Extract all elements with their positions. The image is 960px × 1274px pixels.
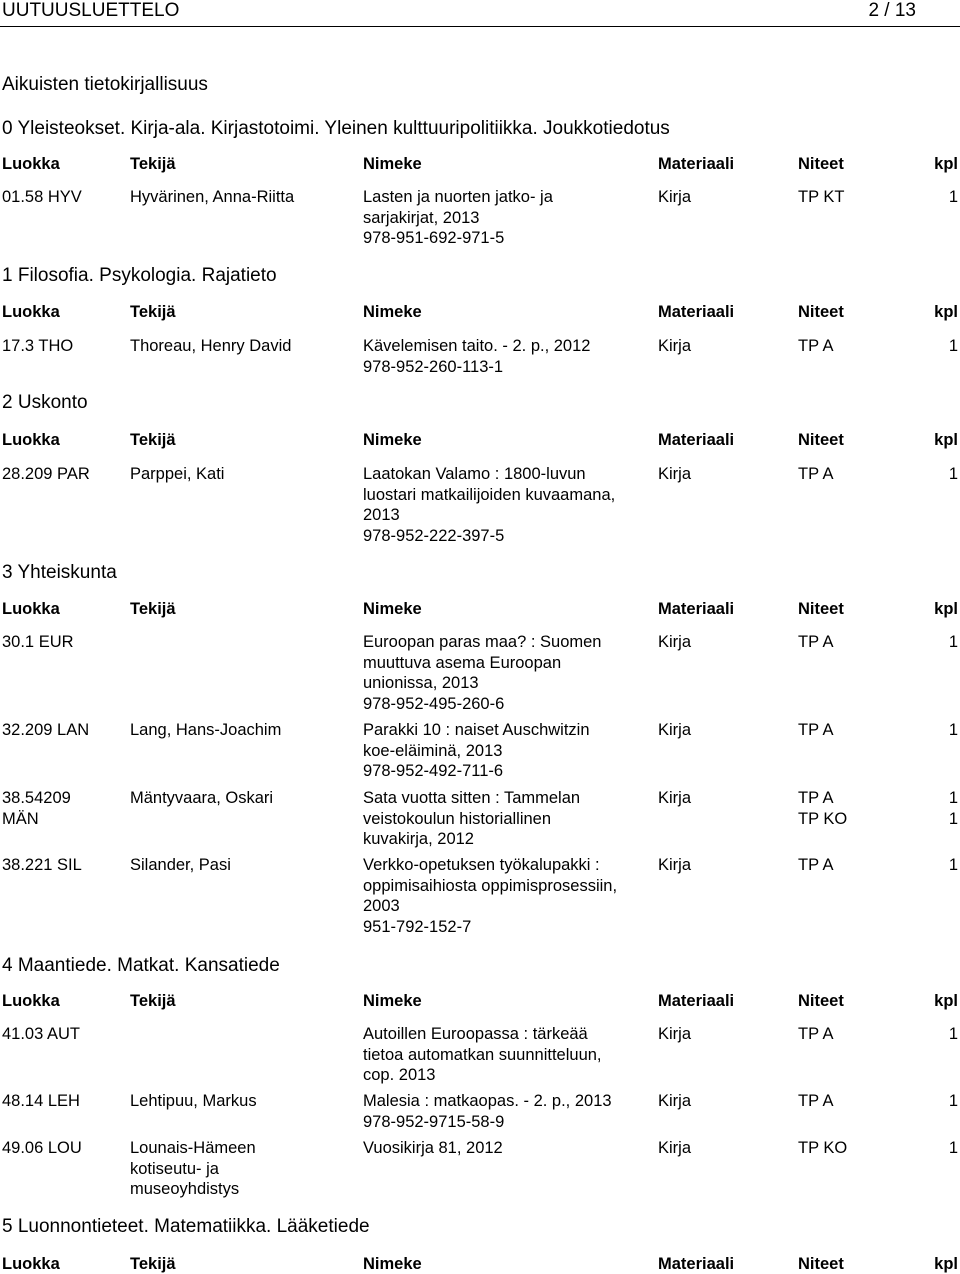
kpl-line: 1 xyxy=(948,721,958,739)
section-heading: 3 Yhteiskunta xyxy=(2,562,117,583)
cell-niteet xyxy=(798,855,918,876)
cell-luokka xyxy=(2,1091,122,1112)
cell-luokka xyxy=(2,788,122,829)
column-header-kpl: kpl xyxy=(934,992,958,1010)
tekija-line: Hyvärinen, Anna-Riitta xyxy=(130,188,295,206)
niteet-line: TP KT xyxy=(798,188,845,206)
cell-niteet xyxy=(798,187,918,208)
cell-tekija xyxy=(130,464,355,485)
tekija-line: kotiseutu- ja xyxy=(130,1159,219,1178)
kpl-line: 1 xyxy=(948,1025,958,1043)
nimeke-line: Autoillen Euroopassa : tärkeää xyxy=(363,1025,588,1043)
kpl-line: 1 xyxy=(948,337,958,355)
column-header-materiaali: Materiaali xyxy=(658,155,735,173)
kpl-line: 1 xyxy=(948,789,958,807)
niteet-line: TP A xyxy=(798,789,834,807)
niteet-line: TP A xyxy=(798,1025,834,1043)
tekija-line: Lehtipuu, Markus xyxy=(130,1092,257,1110)
tekija-line: Lounais-Hämeen xyxy=(130,1139,256,1157)
nimeke-line: oppimisaihiosta oppimisprosessiin, xyxy=(363,876,618,895)
column-header-niteet: Niteet xyxy=(798,431,844,449)
column-header-luokka: Luokka xyxy=(2,303,60,321)
cell-niteet xyxy=(798,788,918,829)
cell-kpl xyxy=(928,1091,958,1112)
column-header-tekija: Tekijä xyxy=(130,303,176,321)
kpl-line: 1 xyxy=(948,809,958,828)
cell-materiaali: Kirja xyxy=(658,1025,692,1043)
column-header-materiaali: Materiaali xyxy=(658,303,735,321)
column-header-luokka: Luokka xyxy=(2,992,60,1010)
catalog-title: Aikuisten tietokirjallisuus xyxy=(2,74,208,95)
cell-kpl xyxy=(928,1138,958,1159)
niteet-line: TP A xyxy=(798,856,834,874)
cell-tekija xyxy=(130,788,355,809)
cell-nimeke xyxy=(363,788,653,850)
nimeke-line: 978-952-9715-58-9 xyxy=(363,1112,505,1131)
section-heading: 1 Filosofia. Psykologia. Rajatieto xyxy=(2,265,277,286)
cell-luokka xyxy=(2,720,122,741)
section-heading: 4 Maantiede. Matkat. Kansatiede xyxy=(2,955,280,976)
nimeke-line: sarjakirjat, 2013 xyxy=(363,208,480,227)
niteet-line: TP A xyxy=(798,337,834,355)
nimeke-line: Verkko-opetuksen työkalupakki : xyxy=(363,856,600,874)
luokka-line: 28.209 PAR xyxy=(2,465,90,483)
nimeke-line: Malesia : matkaopas. - 2. p., 2013 xyxy=(363,1092,612,1110)
niteet-line: TP KO xyxy=(798,809,848,828)
cell-luokka xyxy=(2,187,122,208)
column-header-tekija: Tekijä xyxy=(130,600,176,618)
nimeke-line: Sata vuotta sitten : Tammelan xyxy=(363,789,581,807)
column-header-niteet: Niteet xyxy=(798,600,844,618)
column-header-kpl: kpl xyxy=(934,1255,958,1273)
cell-niteet xyxy=(798,464,918,485)
column-header-luokka: Luokka xyxy=(2,600,60,618)
niteet-line: TP A xyxy=(798,721,834,739)
section-heading: 0 Yleisteokset. Kirja-ala. Kirjastotoimi. Yleinen kulttuuripolitiikka. Joukkotiedotus xyxy=(2,118,670,139)
column-header-nimeke: Nimeke xyxy=(363,155,422,173)
kpl-line: 1 xyxy=(948,1092,958,1110)
luokka-line: MÄN xyxy=(2,809,39,828)
column-header-nimeke: Nimeke xyxy=(363,600,422,618)
cell-nimeke xyxy=(363,336,653,377)
nimeke-line: Parakki 10 : naiset Auschwitzin xyxy=(363,721,590,739)
tekija-line: Lang, Hans-Joachim xyxy=(130,721,282,739)
nimeke-line: 978-951-692-971-5 xyxy=(363,229,505,247)
nimeke-line: Kävelemisen taito. - 2. p., 2012 xyxy=(363,337,591,355)
nimeke-line: 978-952-495-260-6 xyxy=(363,694,505,713)
cell-luokka xyxy=(2,855,122,876)
column-header-luokka: Luokka xyxy=(2,1255,60,1273)
column-header-nimeke: Nimeke xyxy=(363,431,422,449)
cell-luokka xyxy=(2,1138,122,1159)
cell-niteet xyxy=(798,336,918,357)
luokka-line: 49.06 LOU xyxy=(2,1139,82,1157)
luokka-line: 38.221 SIL xyxy=(2,856,82,874)
luokka-line: 30.1 EUR xyxy=(2,633,74,651)
column-header-kpl: kpl xyxy=(934,303,958,321)
niteet-line: TP A xyxy=(798,465,834,483)
cell-kpl xyxy=(928,336,958,357)
column-header-materiaali: Materiaali xyxy=(658,992,735,1010)
kpl-line: 1 xyxy=(948,188,958,206)
section-heading: 2 Uskonto xyxy=(2,392,88,413)
cell-niteet xyxy=(798,1024,918,1045)
nimeke-line: tietoa automatkan suunnitteluun, xyxy=(363,1045,602,1064)
kpl-line: 1 xyxy=(948,465,958,483)
column-header-nimeke: Nimeke xyxy=(363,1255,422,1273)
column-header-niteet: Niteet xyxy=(798,992,844,1010)
column-header-luokka: Luokka xyxy=(2,155,60,173)
nimeke-line: 2013 xyxy=(363,506,400,524)
column-header-nimeke: Nimeke xyxy=(363,303,422,321)
tekija-line: Silander, Pasi xyxy=(130,856,231,874)
cell-materiaali: Kirja xyxy=(658,337,692,355)
cell-nimeke xyxy=(363,1091,653,1132)
cell-niteet xyxy=(798,1138,918,1159)
cell-tekija xyxy=(130,720,355,741)
document-title: UUTUUSLUETTELO xyxy=(2,0,180,21)
nimeke-line: Lasten ja nuorten jatko- ja xyxy=(363,188,553,206)
cell-tekija xyxy=(130,187,355,208)
cell-materiaali: Kirja xyxy=(658,465,692,483)
column-header-kpl: kpl xyxy=(934,431,958,449)
column-header-niteet: Niteet xyxy=(798,303,844,321)
luokka-line: 32.209 LAN xyxy=(2,721,90,739)
cell-nimeke xyxy=(363,1024,653,1086)
column-header-kpl: kpl xyxy=(934,600,958,618)
cell-tekija xyxy=(130,855,355,876)
cell-nimeke xyxy=(363,855,653,937)
nimeke-line: cop. 2013 xyxy=(363,1066,436,1084)
cell-materiaali: Kirja xyxy=(658,856,692,874)
cell-luokka xyxy=(2,336,122,357)
cell-materiaali: Kirja xyxy=(658,1139,692,1157)
cell-nimeke xyxy=(363,1138,653,1159)
nimeke-line: Laatokan Valamo : 1800-luvun xyxy=(363,465,586,483)
cell-kpl xyxy=(928,464,958,485)
cell-tekija xyxy=(130,336,355,357)
cell-materiaali: Kirja xyxy=(658,1092,692,1110)
page-header xyxy=(0,0,960,27)
cell-nimeke xyxy=(363,464,653,546)
page-number: 2 / 13 xyxy=(868,0,916,21)
luokka-line: 48.14 LEH xyxy=(2,1092,80,1110)
cell-niteet xyxy=(798,720,918,741)
kpl-line: 1 xyxy=(948,1139,958,1157)
niteet-line: TP A xyxy=(798,633,834,651)
luokka-line: 17.3 THO xyxy=(2,337,74,355)
cell-luokka xyxy=(2,1024,122,1045)
column-header-kpl: kpl xyxy=(934,155,958,173)
cell-nimeke xyxy=(363,720,653,782)
column-header-materiaali: Materiaali xyxy=(658,1255,735,1273)
cell-tekija xyxy=(130,1091,355,1112)
column-header-niteet: Niteet xyxy=(798,1255,844,1273)
nimeke-line: luostari matkailijoiden kuvaamana, xyxy=(363,485,616,504)
section-heading: 5 Luonnontieteet. Matematiikka. Lääketiede xyxy=(2,1216,370,1237)
column-header-tekija: Tekijä xyxy=(130,1255,176,1273)
cell-materiaali: Kirja xyxy=(658,789,692,807)
luokka-line: 01.58 HYV xyxy=(2,188,82,206)
cell-kpl xyxy=(928,187,958,208)
column-header-luokka: Luokka xyxy=(2,431,60,449)
niteet-line: TP A xyxy=(798,1092,834,1110)
cell-kpl xyxy=(928,720,958,741)
nimeke-line: 978-952-260-113-1 xyxy=(363,357,504,376)
nimeke-line: muuttuva asema Euroopan xyxy=(363,653,562,672)
column-header-tekija: Tekijä xyxy=(130,155,176,173)
cell-niteet xyxy=(798,1091,918,1112)
cell-luokka xyxy=(2,464,122,485)
luokka-line: 41.03 AUT xyxy=(2,1025,80,1043)
cell-tekija xyxy=(130,1138,355,1200)
cell-materiaali: Kirja xyxy=(658,721,692,739)
column-header-materiaali: Materiaali xyxy=(658,431,735,449)
cell-kpl xyxy=(928,788,958,829)
nimeke-line: 978-952-222-397-5 xyxy=(363,526,505,545)
nimeke-line: koe-eläiminä, 2013 xyxy=(363,741,503,760)
kpl-line: 1 xyxy=(948,856,958,874)
cell-niteet xyxy=(798,632,918,653)
nimeke-line: unionissa, 2013 xyxy=(363,674,479,692)
cell-kpl xyxy=(928,855,958,876)
niteet-line: TP KO xyxy=(798,1139,848,1157)
column-header-tekija: Tekijä xyxy=(130,992,176,1010)
nimeke-line: 951-792-152-7 xyxy=(363,917,472,936)
nimeke-line: 2003 xyxy=(363,897,400,915)
kpl-line: 1 xyxy=(948,633,958,651)
column-header-niteet: Niteet xyxy=(798,155,844,173)
cell-nimeke xyxy=(363,632,653,714)
nimeke-line: 978-952-492-711-6 xyxy=(363,762,504,780)
nimeke-line: veistokoulun historiallinen xyxy=(363,809,552,828)
cell-luokka xyxy=(2,632,122,653)
tekija-line: Mäntyvaara, Oskari xyxy=(130,789,274,807)
column-header-nimeke: Nimeke xyxy=(363,992,422,1010)
cell-kpl xyxy=(928,632,958,653)
nimeke-line: Vuosikirja 81, 2012 xyxy=(363,1139,503,1157)
cell-materiaali: Kirja xyxy=(658,188,692,206)
luokka-line: 38.54209 xyxy=(2,789,71,807)
column-header-tekija: Tekijä xyxy=(130,431,176,449)
cell-nimeke xyxy=(363,187,653,249)
nimeke-line: Euroopan paras maa? : Suomen xyxy=(363,633,602,651)
nimeke-line: kuvakirja, 2012 xyxy=(363,830,474,848)
cell-kpl xyxy=(928,1024,958,1045)
tekija-line: museoyhdistys xyxy=(130,1180,240,1198)
tekija-line: Parppei, Kati xyxy=(130,465,225,483)
column-header-materiaali: Materiaali xyxy=(658,600,735,618)
cell-materiaali: Kirja xyxy=(658,633,692,651)
tekija-line: Thoreau, Henry David xyxy=(130,337,292,355)
